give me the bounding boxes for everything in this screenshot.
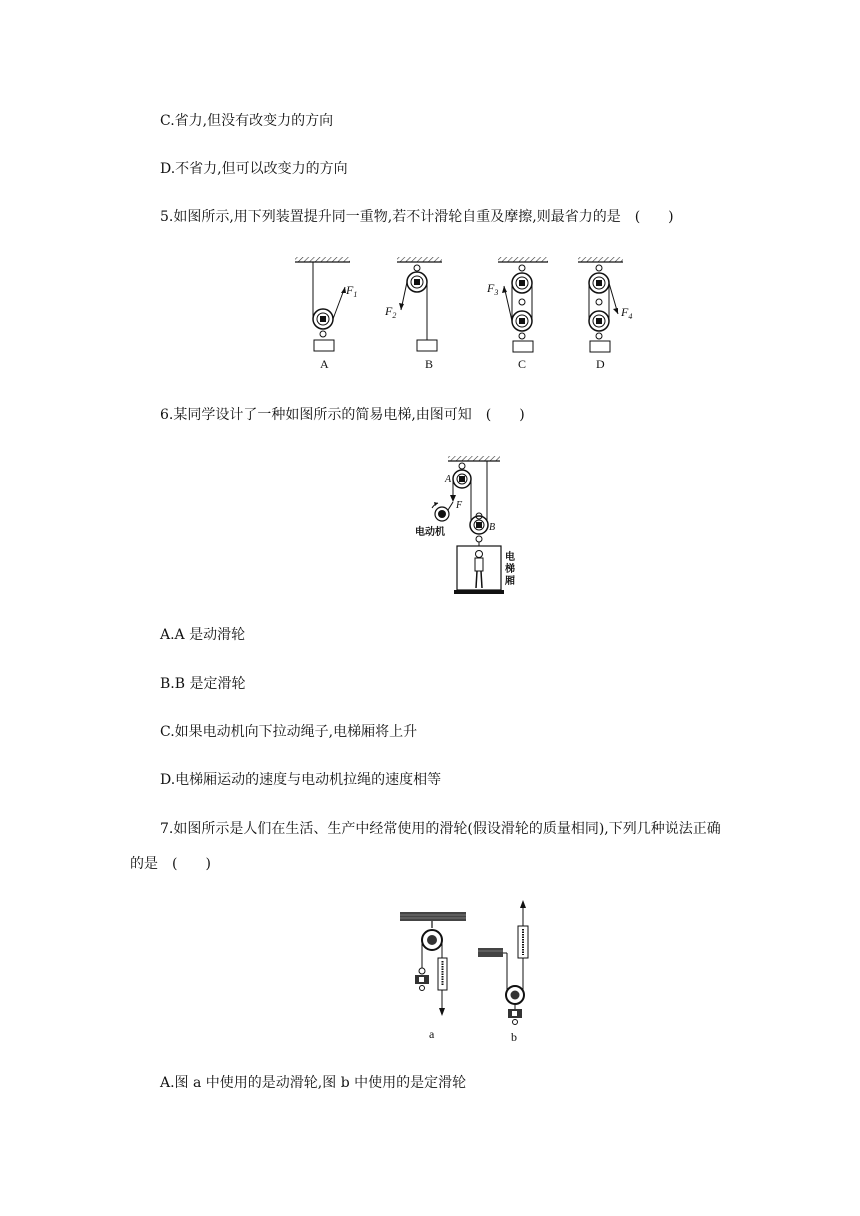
q5-panel-b xyxy=(384,257,442,371)
panel-c-label: C xyxy=(518,357,527,371)
force-f3-label: $F_3$ xyxy=(487,281,499,297)
q5-figure xyxy=(285,252,645,377)
q7-figure xyxy=(395,898,545,1048)
weight-a xyxy=(314,340,334,351)
q7-stem-line1: 7.如图所示是人们在生活、生产中经常使用的滑轮(假设滑轮的质量相同),下列几种说法正确 xyxy=(160,821,721,837)
beam-a xyxy=(400,912,466,921)
q7-option-a: A.图 a 中使用的是动滑轮,图 b 中使用的是定滑轮 xyxy=(160,1075,467,1091)
car-label-1: 电 xyxy=(505,552,515,563)
weight-d xyxy=(590,341,610,352)
q5-panel-a xyxy=(295,257,357,371)
q6-option-c: C.如果电动机向下拉动绳子,电梯厢将上升 xyxy=(160,724,418,740)
q4-option-d: D.不省力,但可以改变力的方向 xyxy=(160,161,348,177)
ceiling-b xyxy=(397,257,442,262)
label-a: a xyxy=(429,1027,435,1041)
q7-stem-line2: 的是 ( ) xyxy=(130,856,211,872)
beam-b xyxy=(478,948,503,957)
force-f2-label: $F_2$ xyxy=(385,304,397,320)
label-f: F xyxy=(456,500,463,511)
q6-option-a: A.A 是动滑轮 xyxy=(160,627,246,643)
weight-b xyxy=(417,340,437,351)
panel-b-label: B xyxy=(425,357,434,371)
ceiling-d xyxy=(578,257,623,262)
label-b: b xyxy=(511,1030,517,1044)
force-f4-label: $F_4$ xyxy=(621,305,633,321)
ceiling xyxy=(448,456,500,461)
panel-d-label: D xyxy=(596,357,605,371)
q5-stem: 5.如图所示,用下列装置提升同一重物,若不计滑轮自重及摩擦,则最省力的是 ( ) xyxy=(160,209,674,225)
q4-option-c: C.省力,但没有改变力的方向 xyxy=(160,113,334,129)
ceiling-c xyxy=(498,257,548,262)
car-label-2: 梯 xyxy=(505,564,515,575)
q5-panel-c xyxy=(486,257,548,371)
panel-a-label: A xyxy=(320,357,329,371)
q6-option-d: D.电梯厢运动的速度与电动机拉绳的速度相等 xyxy=(160,772,442,788)
q7-figure-a xyxy=(400,912,466,1041)
q5-panel-d xyxy=(578,257,632,371)
q6-stem: 6.某同学设计了一种如图所示的简易电梯,由图可知 ( ) xyxy=(160,407,525,423)
weight-c xyxy=(513,341,533,352)
motor-label: 电动机 xyxy=(415,527,445,538)
ceiling-a xyxy=(295,257,350,262)
label-a: A xyxy=(445,474,452,485)
elevator-car xyxy=(457,546,501,590)
q6-figure xyxy=(410,450,540,600)
car-label-3: 厢 xyxy=(505,576,515,587)
force-f1-label: $F_1$ xyxy=(346,283,358,299)
label-b: B xyxy=(489,522,496,533)
q7-figure-b xyxy=(478,900,528,1044)
q6-option-b: B.B 是定滑轮 xyxy=(160,676,246,692)
